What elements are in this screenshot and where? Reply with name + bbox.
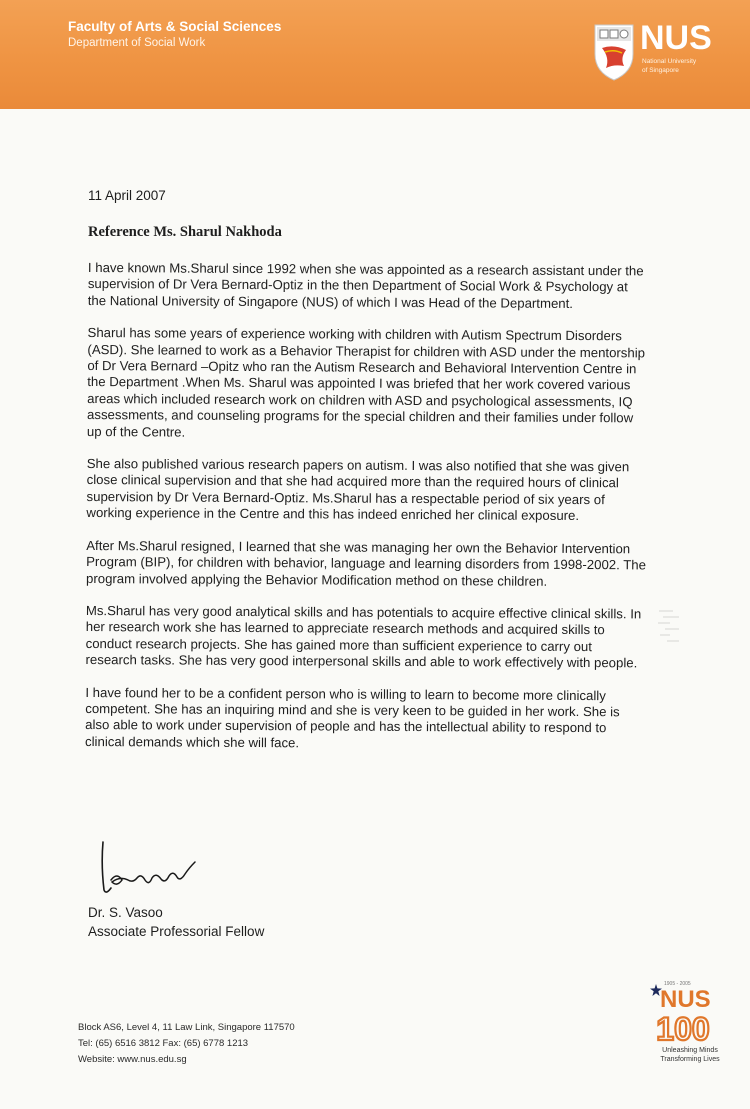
centennial-100-logo (648, 1010, 718, 1046)
nus-crest-icon (592, 22, 636, 82)
paragraph-1: I have known Ms.Sharul since 1992 when she was appointed as a research assistant under the supervision of Dr Vera Bernard-Optiz in the then Department of Social Work & Psychology at the National University of Singapore (NUS) of which I was Head of the Department. (87, 260, 644, 311)
paragraph-6: I have found her to be a confident person who is willing to learn to become more clinically competent. She has an inquiring mind and she is very keen to be guided in her work. She is also able to work under supervision of people and has the intellectual ability to respond to clinical demands which she will face. (85, 684, 620, 751)
signature-image (95, 840, 205, 900)
footer-address: Block AS6, Level 4, 11 Law Link, Singapore 117570 (78, 1022, 295, 1033)
slogan-line-1: Unleashing Minds (662, 1047, 718, 1054)
stamp-smudge (655, 608, 683, 644)
letter-body (85, 260, 648, 770)
centennial-logo-text: NUS (660, 986, 711, 1013)
centennial-slogan (650, 1047, 730, 1064)
letter-date: 11 April 2007 (88, 188, 166, 203)
footer-contact (78, 1020, 295, 1068)
letterhead-banner (0, 0, 750, 109)
paragraph-3: She also published various research papers on autism. I was also notified that she was given close clinical supervision and that she had acquired more than the required hours of clinical supervision by Dr Vera Bernard-Optiz. Ms.Sharul has a respectable period of six years of working experience in the Centre and this has indeed enriched her clinical exposure. (86, 456, 630, 524)
logo-subtitle-line-1: National University (642, 58, 697, 65)
reference-heading: Reference Ms. Sharul Nakhoda (88, 224, 282, 240)
signatory-title: Associate Professorial Fellow (88, 924, 265, 939)
slogan-line-2: Transforming Lives (660, 1055, 720, 1063)
paragraph-4: After Ms.Sharul resigned, I learned that she was managing her own the Behavior Intervention Program (BIP), for children with behavior, language and learning disorders from 1998-2002. The program involved applying the Behavior Modification method on these children. (86, 537, 647, 589)
footer-phone: Tel: (65) 6516 3812 Fax: (65) 6778 1213 (78, 1038, 249, 1049)
footer-website: Website: www.nus.edu.sg (78, 1054, 187, 1065)
signatory-block (88, 903, 264, 941)
centennial-years: 1905 - 2005 (664, 981, 691, 987)
department-name: Department of Social Work (68, 37, 206, 49)
nus-logo-text: NUS (640, 19, 712, 57)
logo-subtitle-line-2: of Singapore (642, 67, 679, 74)
signatory-name: Dr. S. Vasoo (88, 905, 163, 920)
paragraph-2: Sharul has some years of experience working with children with Autism Spectrum Disorders (ASD). She learned to work as a Behavior Therapist for children with ASD under the mentorship of Dr Vera Bernard –Opitz who ran the Autism Research and Behavioral Intervention Centre in the Department .When Ms. Sharul was appointed I was briefed that her work covered various areas which included research work on children with ASD and psychological assessments, IQ assessments, and counseling programs for the special children and their families under follow up of the Centre. (86, 325, 646, 440)
centennial-number: 100 (656, 1011, 710, 1046)
faculty-name: Faculty of Arts & Social Sciences (68, 19, 282, 34)
paragraph-5: Ms.Sharul has very good analytical skills and has potentials to acquire effective clinical skills. In her research work she has learned to appreciate research methods and acquired skills to conduct research projects. She has gained more than sufficient experience to carry out research tasks. She has very good interpersonal skills and able to work effectively with people. (85, 602, 642, 671)
